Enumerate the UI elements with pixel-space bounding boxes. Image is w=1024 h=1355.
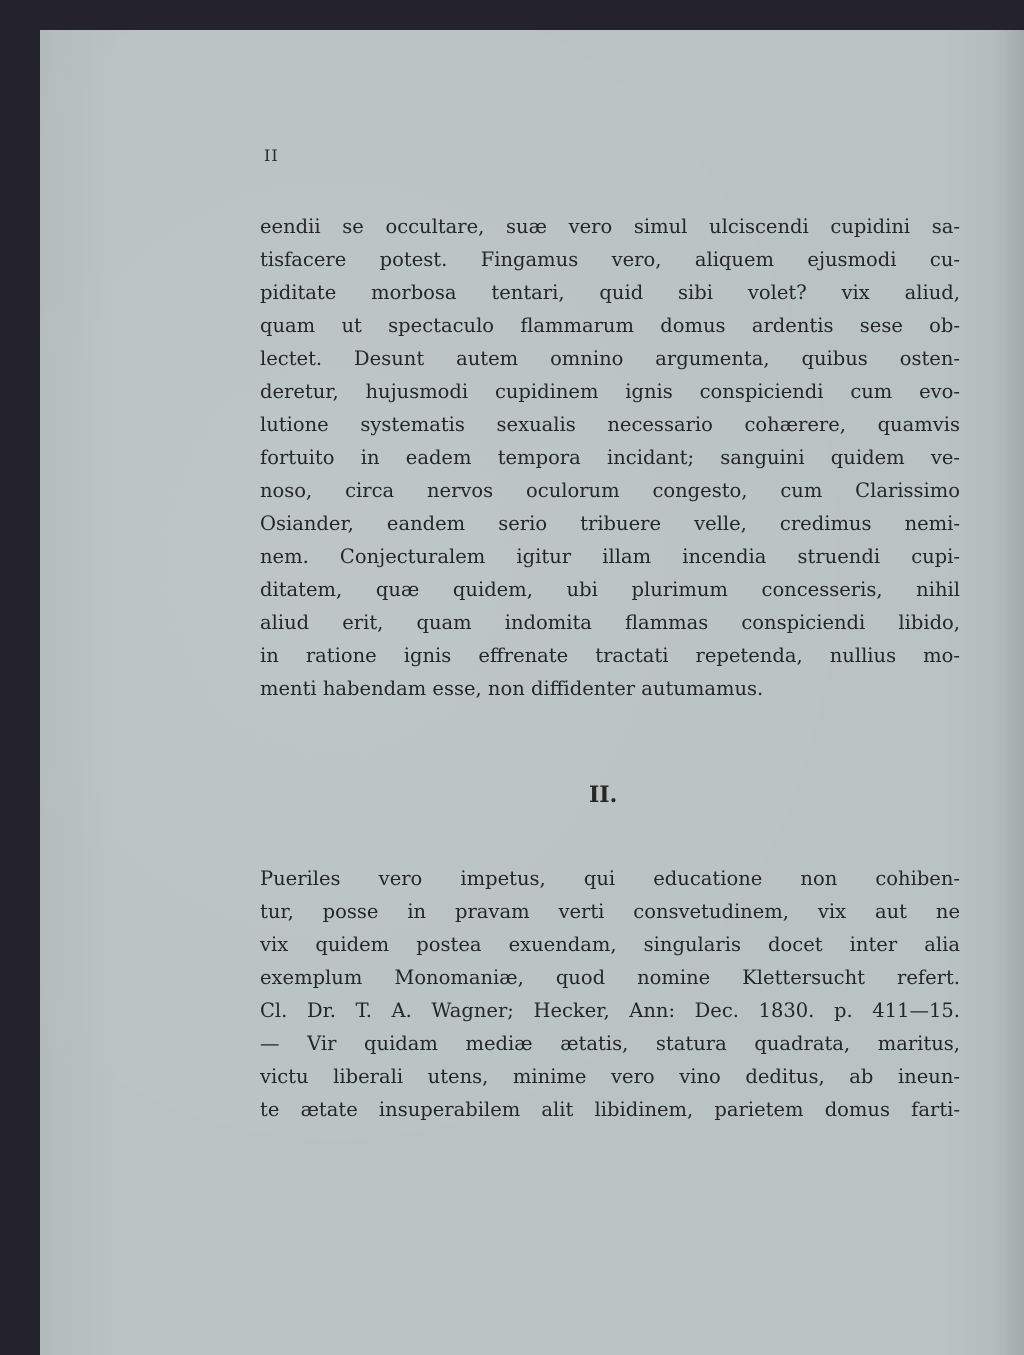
text-line: aliud erit, quam indomita flammas conspiciendi libido, xyxy=(260,611,960,634)
page-number: II xyxy=(264,146,279,165)
text-line: eendii se occultare, suæ vero simul ulciscendi cupidini sa- xyxy=(260,215,960,238)
text-line: nem. Conjecturalem igitur illam incendia struendi cupi- xyxy=(260,545,960,568)
text-line: — Vir quidam mediæ ætatis, statura quadrata, maritus, xyxy=(260,1032,960,1055)
text-line: fortuito in eadem tempora incidant; sanguini quidem ve- xyxy=(260,446,960,469)
text-line: lutione systematis sexualis necessario cohærere, quamvis xyxy=(260,413,960,436)
text-line: in ratione ignis effrenate tractati repetenda, nullius mo- xyxy=(260,644,960,667)
text-line: noso, circa nervos oculorum congesto, cum Clarissimo xyxy=(260,479,960,502)
page-edge-shadow xyxy=(994,30,1024,1355)
text-line: te ætate insuperabilem alit libidinem, parietem domus farti- xyxy=(260,1098,960,1121)
text-line: quam ut spectaculo flammarum domus ardentis sese ob- xyxy=(260,314,960,337)
text-line: menti habendam esse, non diffidenter autumamus. xyxy=(260,677,764,700)
text-line: victu liberali utens, minime vero vino deditus, ab ineun- xyxy=(260,1065,960,1088)
text-line: vix quidem postea exuendam, singularis docet inter alia xyxy=(260,933,960,956)
text-line: deretur, hujusmodi cupidinem ignis conspiciendi cum evo- xyxy=(260,380,960,403)
text-line: tur, posse in pravam verti consvetudinem, vix aut ne xyxy=(260,900,960,923)
paragraph-section-two xyxy=(260,862,960,1126)
text-line: lectet. Desunt autem omnino argumenta, quibus osten- xyxy=(260,347,960,370)
text-line: Cl. Dr. T. A. Wagner; Hecker, Ann: Dec. 1830. p. 411—15. xyxy=(260,999,960,1022)
paragraph-continued xyxy=(260,210,960,705)
section-heading: II. xyxy=(589,782,618,808)
text-line: Osiander, eandem serio tribuere velle, credimus nemi- xyxy=(260,512,960,535)
text-line: Pueriles vero impetus, qui educatione non cohiben- xyxy=(260,867,960,890)
text-line: exemplum Monomaniæ, quod nomine Klettersucht refert. xyxy=(260,966,960,989)
text-line: tisfacere potest. Fingamus vero, aliquem ejusmodi cu- xyxy=(260,248,960,271)
book-page xyxy=(40,30,1024,1355)
text-line: piditate morbosa tentari, quid sibi volet? vix aliud, xyxy=(260,281,960,304)
text-line: ditatem, quæ quidem, ubi plurimum concesseris, nihil xyxy=(260,578,960,601)
